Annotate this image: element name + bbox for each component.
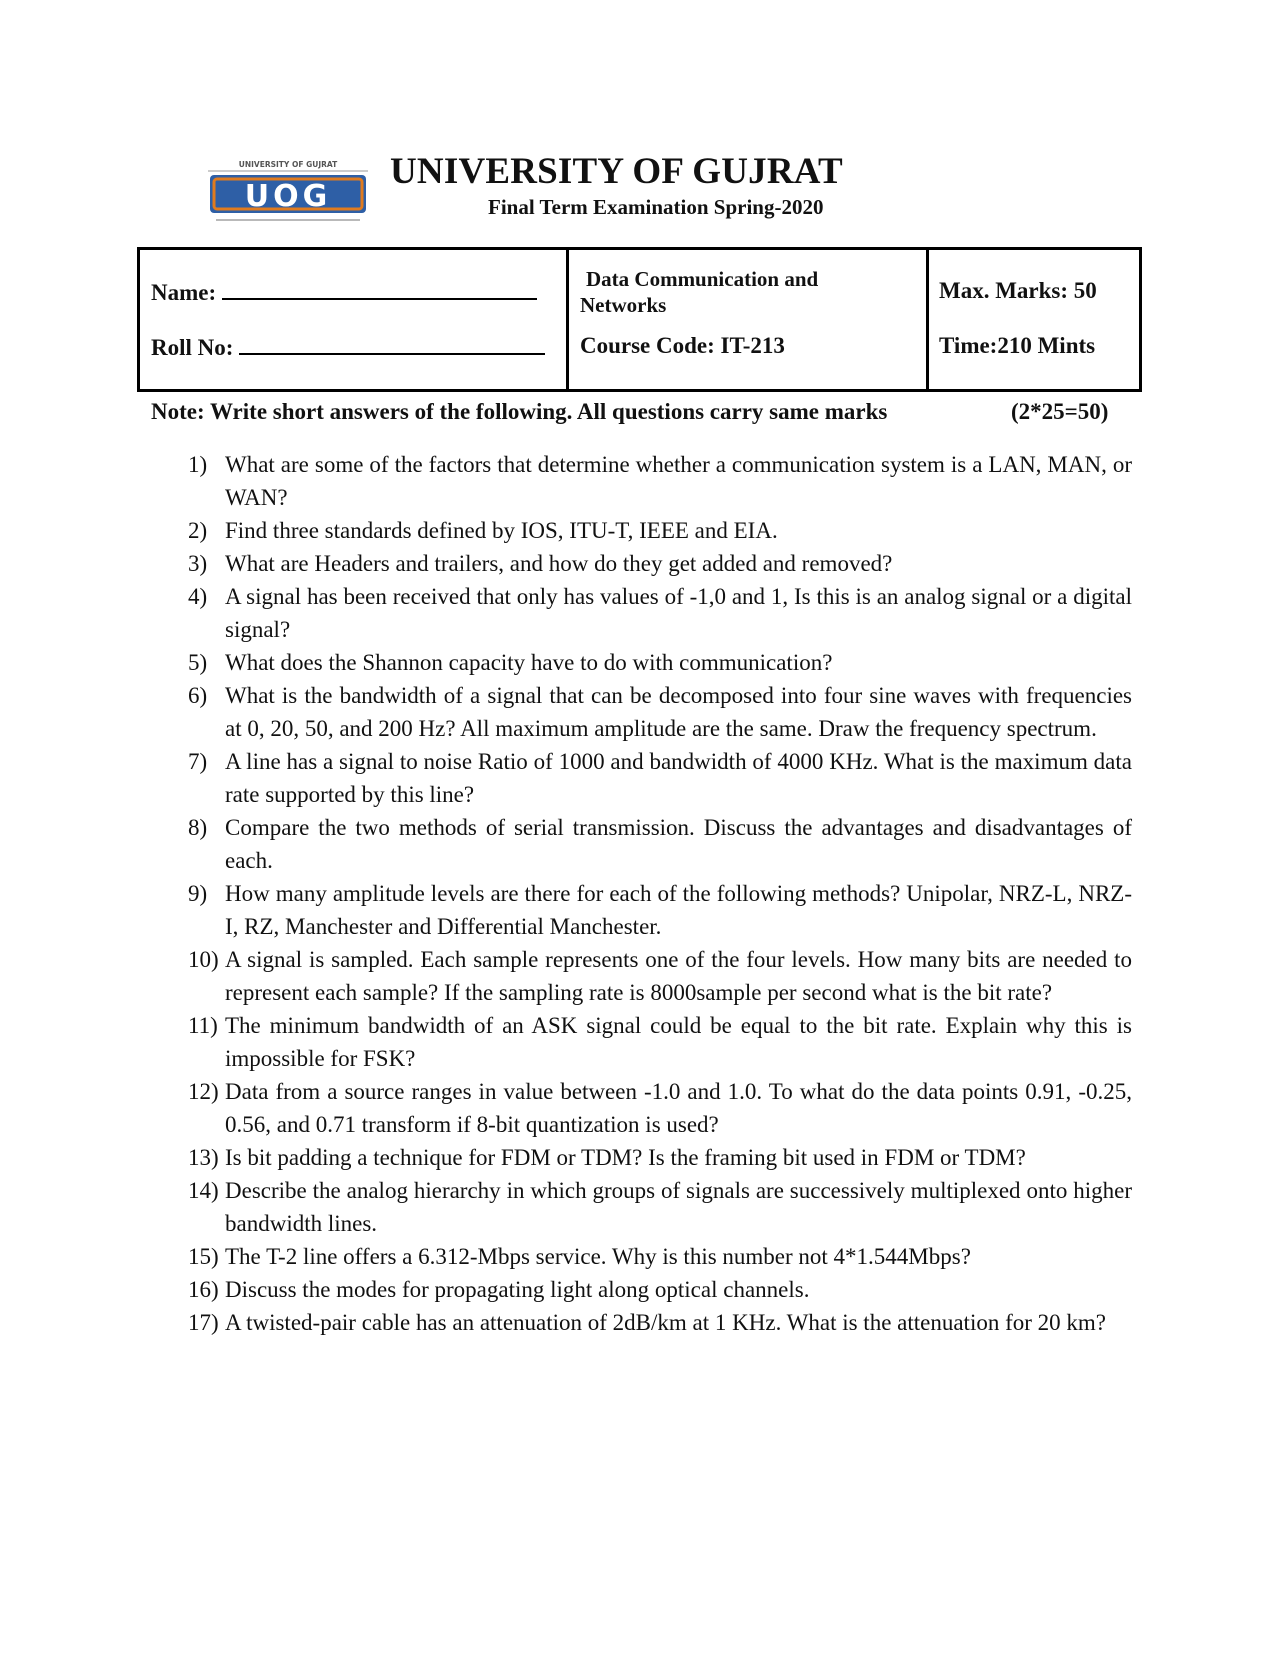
note-text: Note: Write short answers of the following. All questions carry same marks: [151, 399, 888, 424]
question-text: What are some of the factors that determine whether a communication system is a LAN, MAN, or WAN?: [225, 452, 1132, 510]
question-text: How many amplitude levels are there for each of the following methods? Unipolar, NRZ-L, NRZ-I, RZ, Manchester and Differential Manchester.: [225, 881, 1132, 939]
question-number: 6): [188, 683, 208, 708]
roll-label: Roll No:: [151, 335, 234, 360]
question-item: [188, 1075, 1132, 1141]
question-text: What is the bandwidth of a signal that can be decomposed into four sine waves with frequencies at 0, 20, 50, and 200 Hz? All maximum amplitude are the same. Draw the frequency spectrum.: [225, 683, 1132, 741]
name-field: [151, 278, 537, 306]
question-text: A twisted-pair cable has an attenuation of 2dB/km at 1 KHz. What is the attenuation for 20 km?: [225, 1310, 1107, 1335]
question-text: Data from a source ranges in value between -1.0 and 1.0. To what do the data points 0.91, -0.25, 0.56, and 0.71 transform if 8-bit quantization is used?: [225, 1079, 1132, 1137]
roll-field: [151, 333, 545, 361]
university-logo: [204, 158, 372, 226]
roll-blank-line[interactable]: [239, 333, 545, 355]
question-text: Discuss the modes for propagating light along optical channels.: [225, 1277, 810, 1302]
question-number: 16): [188, 1277, 219, 1302]
logo-top-text: UNIVERSITY OF GUJRAT: [238, 160, 338, 169]
question-number: 15): [188, 1244, 219, 1269]
question-number: 12): [188, 1079, 219, 1104]
question-text: A signal is sampled. Each sample represents one of the four levels. How many bits are needed to represent each sample? If the sampling rate is 8000sample per second what is the bit rate?: [225, 947, 1132, 1005]
question-number: 14): [188, 1178, 219, 1203]
question-text: Find three standards defined by IOS, ITU-T, IEEE and EIA.: [225, 518, 778, 543]
question-number: 3): [188, 551, 208, 576]
course-name-line1: Data Communication and: [586, 267, 819, 291]
question-number: 11): [188, 1013, 218, 1038]
question-item: [188, 943, 1132, 1009]
question-item: [188, 745, 1132, 811]
question-number: 4): [188, 584, 208, 609]
question-item: [188, 811, 1132, 877]
question-item: [188, 1240, 1132, 1273]
question-number: 9): [188, 881, 208, 906]
max-marks: Max. Marks: 50: [939, 278, 1097, 303]
exam-time: Time:210 Mints: [939, 333, 1096, 358]
question-text: A line has a signal to noise Ratio of 1000 and bandwidth of 4000 KHz. What is the maximum data rate supported by this line?: [225, 749, 1132, 807]
question-number: 7): [188, 749, 208, 774]
name-blank-line[interactable]: [222, 278, 537, 300]
course-info-cell: [569, 250, 929, 389]
course-code: Course Code: IT-213: [580, 333, 785, 358]
question-item: [188, 514, 1132, 547]
exam-title: Final Term Examination Spring-2020: [488, 195, 824, 219]
question-item: [188, 1174, 1132, 1240]
name-label: Name:: [151, 280, 217, 305]
question-text: The minimum bandwidth of an ASK signal could be equal to the bit rate. Explain why this is impossible for FSK?: [225, 1013, 1132, 1071]
question-item: [188, 1273, 1132, 1306]
question-number: 1): [188, 452, 208, 477]
question-number: 8): [188, 815, 208, 840]
question-number: 10): [188, 947, 219, 972]
question-item: [188, 1141, 1132, 1174]
question-item: [188, 448, 1132, 514]
question-text: What does the Shannon capacity have to do with communication?: [225, 650, 833, 675]
question-number: 2): [188, 518, 208, 543]
university-title: UNIVERSITY OF GUJRAT: [390, 151, 843, 192]
question-text: Describe the analog hierarchy in which groups of signals are successively multiplexed onto higher bandwidth lines.: [225, 1178, 1132, 1236]
question-item: [188, 1009, 1132, 1075]
instructions-note: [151, 399, 1121, 425]
exam-info-table: [137, 247, 1142, 392]
question-item: [188, 679, 1132, 745]
question-number: 17): [188, 1310, 219, 1335]
question-text: Compare the two methods of serial transmission. Discuss the advantages and disadvantages of each.: [225, 815, 1132, 873]
question-item: [188, 580, 1132, 646]
question-number: 5): [188, 650, 208, 675]
question-item: [188, 547, 1132, 580]
question-item: [188, 646, 1132, 679]
question-list: [188, 448, 1132, 1339]
course-name-line2: Networks: [580, 293, 667, 317]
question-text: Is bit padding a technique for FDM or TDM? Is the framing bit used in FDM or TDM?: [225, 1145, 1026, 1170]
question-number: 13): [188, 1145, 219, 1170]
question-item: [188, 1306, 1132, 1339]
question-text: A signal has been received that only has values of -1,0 and 1, Is this is an analog signal or a digital signal?: [225, 584, 1132, 642]
question-item: [188, 877, 1132, 943]
question-text: The T-2 line offers a 6.312-Mbps service. Why is this number not 4*1.544Mbps?: [225, 1244, 971, 1269]
marks-info-cell: [929, 250, 1139, 389]
student-info-cell: [140, 250, 569, 389]
question-text: What are Headers and trailers, and how do they get added and removed?: [225, 551, 893, 576]
note-marks: (2*25=50): [1011, 399, 1109, 424]
logo-text: UOG: [244, 179, 332, 214]
